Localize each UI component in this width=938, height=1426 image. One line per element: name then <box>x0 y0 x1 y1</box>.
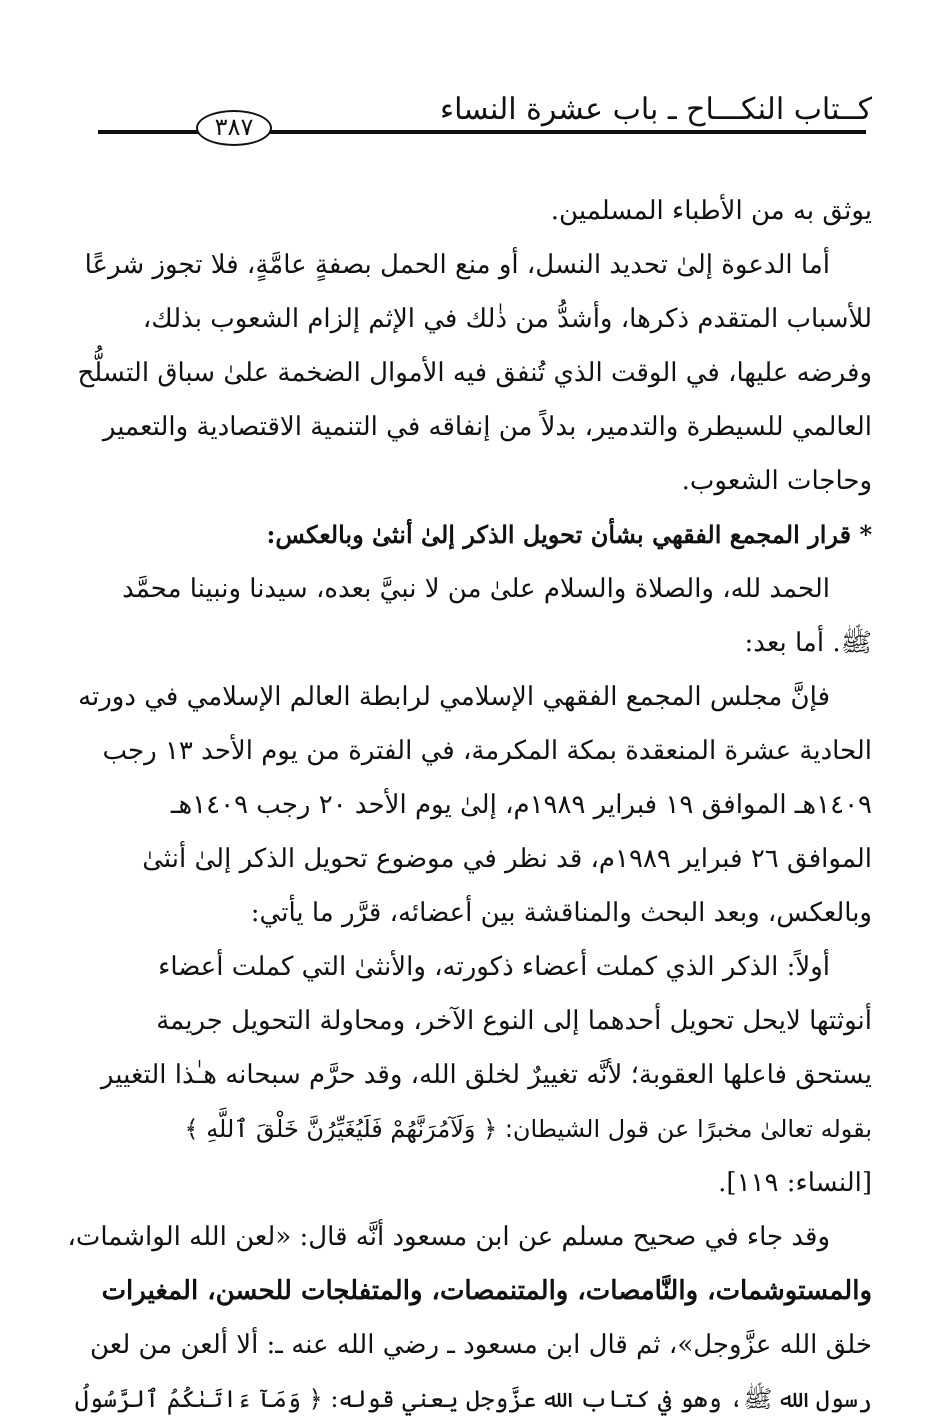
text-line: يوثق به من الأطباء المسلمين. <box>550 196 872 226</box>
text-line: ﷺ. أما بعد: <box>744 628 872 658</box>
text-line: الحمد لله، والصلاة والسلام علىٰ من لا نبيَّ بعده، سيدنا ونبينا محمَّد <box>122 574 830 604</box>
text-line: وفرضه عليها، في الوقت الذي تُنفق فيه الأموال الضخمة علىٰ سباق التسلُّح <box>77 358 872 388</box>
header-rule-right <box>270 130 866 134</box>
section-heading: * قرار المجمع الفقهي بشأن تحويل الذكر إلىٰ أنثىٰ وبالعكس: <box>266 520 872 549</box>
text-line: يستحق فاعلها العقوبة؛ لأنَّه تغييرٌ لخلق الله، وقد حرَّم سبحانه هـٰذا التغيير <box>100 1060 872 1090</box>
page-number-badge: ٣٨٧ <box>196 110 272 146</box>
header-rule-left <box>98 130 198 134</box>
text-line: أنوثتها لايحل تحويل أحدهما إلى النوع الآخر، ومحاولة التحويل جريمة <box>156 1006 872 1036</box>
text-line: وقد جاء في صحيح مسلم عن ابن مسعود أنَّه قال: «لعن الله الواشمات، <box>67 1222 830 1252</box>
text-line: ١٤٠٩هـ الموافق ١٩ فبراير ١٩٨٩م، إلىٰ يوم الأحد ٢٠ رجب ١٤٠٩هـ <box>170 790 872 820</box>
text-line: للأسباب المتقدم ذكرها، وأشدُّ من ذٰلك في الإثم إلزام الشعوب بذلك، <box>142 304 872 334</box>
running-header-title: كــتاب النكـــاح ـ باب عشرة النساء <box>440 92 872 127</box>
quran-verse-line: بقوله تعالىٰ مخبرًا عن قول الشيطان: ﴿ وَلَآمُرَنَّهُمْ فَلَيُغَيِّرُنَّ خَلْقَ ٱللَّهِ ﴾ <box>184 1115 872 1143</box>
text-line: والمستوشمات، والنَّامصات، والمتنمصات، والمتفلجات للحسن، المغيرات <box>101 1276 872 1306</box>
text-line: العالمي للسيطرة والتدمير، بدلاً من إنفاقه في التنمية الاقتصادية والتعمير <box>102 412 872 442</box>
text-line: [النساء: ١١٩]. <box>718 1168 872 1198</box>
text-line: أما الدعوة إلىٰ تحديد النسل، أو منع الحمل بصفةٍ عامَّةٍ، فلا تجوز شرعًا <box>84 250 830 280</box>
text-line: وبالعكس، وبعد البحث والمناقشة بين أعضائه، قرَّر ما يأتي: <box>250 898 872 928</box>
text-line: الحادية عشرة المنعقدة بمكة المكرمة، في الفترة من يوم الأحد ١٣ رجب <box>102 736 872 766</box>
text-line: أولاً: الذكر الذي كملت أعضاء ذكورته، والأنثىٰ التي كملت أعضاء <box>158 952 830 982</box>
text-line: خلق الله عزَّوجل»، ثم قال ابن مسعود ـ رضي الله عنه ـ: ألا ألعن من لعن <box>89 1330 872 1360</box>
text-line: فإنَّ مجلس المجمع الفقهي الإسلامي لرابطة العالم الإسلامي في دورته <box>78 682 830 712</box>
page-body <box>66 184 872 1426</box>
text-line: وحاجات الشعوب. <box>681 466 872 496</box>
text-line: الموافق ٢٦ فبراير ١٩٨٩م، قد نظر في موضوع تحويل الذكر إلىٰ أنثىٰ <box>142 844 872 874</box>
text-line: رسول الله ﷺ، وهو في كتاب الله عزَّوجل يعني قوله: ﴿ وَمَآ ءَاتَىٰكُمُ ٱلرَّسُولُ <box>74 1385 872 1413</box>
